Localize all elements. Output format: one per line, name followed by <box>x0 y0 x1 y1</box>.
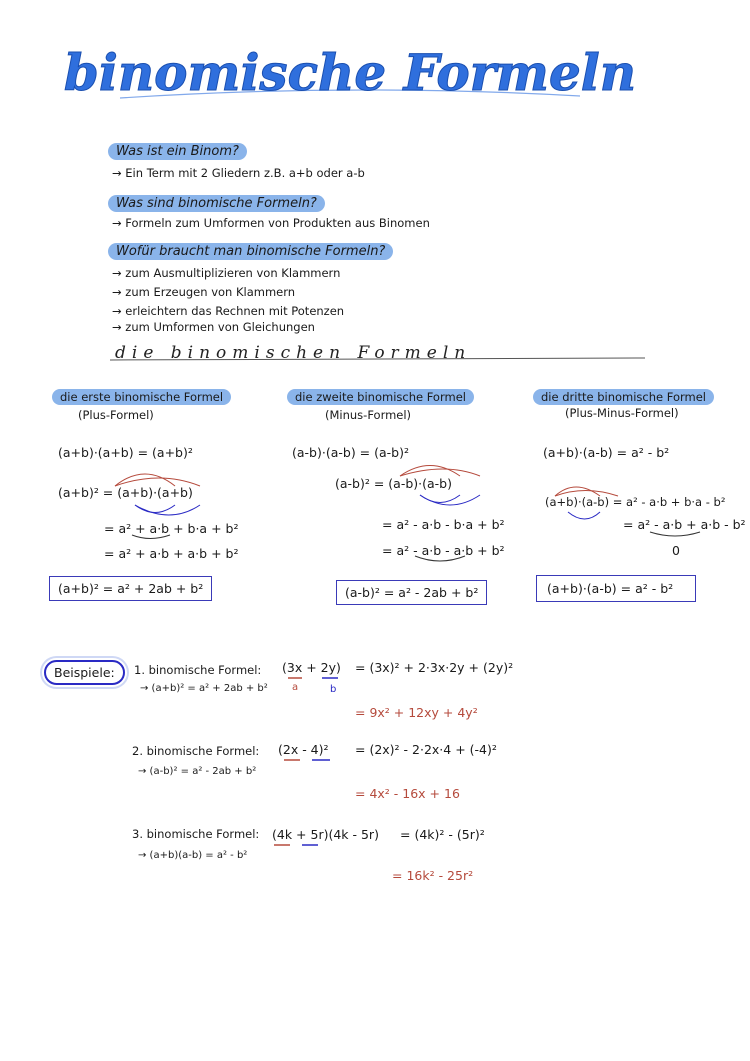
formula2-subtitle: (Minus-Formel) <box>325 408 412 422</box>
formula1-subtitle: (Plus-Formel) <box>78 408 154 422</box>
formula3-title: die dritte binomische Formel <box>533 389 714 405</box>
examples-label: Beispiele: <box>44 660 125 685</box>
example2-rule: → (a-b)² = a² - 2ab + b² <box>138 766 257 777</box>
formula2-title: die zweite binomische Formel <box>287 389 474 405</box>
use-item: → zum Erzeugen von Klammern <box>112 285 296 299</box>
example1-under-a: a <box>292 682 299 693</box>
formula1-title: die erste binomische Formel <box>52 389 231 405</box>
use-item: → zum Umformen von Gleichungen <box>112 320 315 334</box>
example2-eq: = (2x)² - 2·2x·4 + (-4)² <box>355 742 497 757</box>
title-text: binomische Formeln <box>63 43 637 102</box>
example1-result: = 9x² + 12xy + 4y² <box>355 705 478 720</box>
formula3-line2: (a+b)·(a-b) = a² - a·b + b·a - b² <box>545 495 726 509</box>
example2-expr: (2x - 4)² <box>278 742 329 757</box>
formula1-line2: (a+b)² = (a+b)·(a+b) <box>58 485 193 500</box>
answer-binom: → Ein Term mit 2 Gliedern z.B. a+b oder a-b <box>112 166 365 180</box>
formula1-result: (a+b)² = a² + 2ab + b² <box>49 576 212 601</box>
formula2-result: (a-b)² = a² - 2ab + b² <box>336 580 487 605</box>
formula3-line4: 0 <box>672 543 680 558</box>
formula2-line2: (a-b)² = (a-b)·(a-b) <box>335 476 452 491</box>
example3-result: = 16k² - 25r² <box>392 868 474 883</box>
formula2-line3: = a² - a·b - b·a + b² <box>382 517 505 532</box>
example1-rule: → (a+b)² = a² + 2ab + b² <box>140 683 268 694</box>
formula3-line3: = a² - a·b + a·b - b² <box>623 517 746 532</box>
formula3-result: (a+b)·(a-b) = a² - b² <box>536 575 696 602</box>
example3-expr: (4k + 5r)(4k - 5r) <box>272 827 379 842</box>
example1-eq: = (3x)² + 2·3x·2y + (2y)² <box>355 660 514 675</box>
answer-binomische-formeln: → Formeln zum Umformen von Produkten aus Binomen <box>112 216 430 230</box>
question-wofuer: Wofür braucht man binomische Formeln? <box>108 240 393 259</box>
example2-result: = 4x² - 16x + 16 <box>355 786 460 801</box>
question-binomische-formeln: Was sind binomische Formeln? <box>108 192 325 211</box>
example3-rule: → (a+b)(a-b) = a² - b² <box>138 850 248 861</box>
use-item: → zum Ausmultiplizieren von Klammern <box>112 266 341 280</box>
formula2-line1: (a-b)·(a-b) = (a-b)² <box>292 445 409 460</box>
formula1-line1: (a+b)·(a+b) = (a+b)² <box>58 445 193 460</box>
example1-title: 1. binomische Formel: <box>134 663 262 677</box>
question-binom: Was ist ein Binom? <box>108 140 247 159</box>
formula1-line4: = a² + a·b + a·b + b² <box>104 546 239 561</box>
formula3-line1: (a+b)·(a-b) = a² - b² <box>543 445 670 460</box>
example3-title: 3. binomische Formel: <box>132 827 260 841</box>
formula3-subtitle: (Plus-Minus-Formel) <box>565 406 679 420</box>
section-heading: die binomischen Formeln <box>115 343 472 363</box>
example3-eq: = (4k)² - (5r)² <box>400 827 485 842</box>
formula1-line3: = a² + a·b + b·a + b² <box>104 521 239 536</box>
example2-title: 2. binomische Formel: <box>132 744 260 758</box>
use-item: → erleichtern das Rechnen mit Potenzen <box>112 304 345 318</box>
formula2-line4: = a² - a·b - a·b + b² <box>382 543 505 558</box>
example1-expr: (3x + 2y) <box>282 660 341 675</box>
example1-under-b: b <box>330 684 337 695</box>
